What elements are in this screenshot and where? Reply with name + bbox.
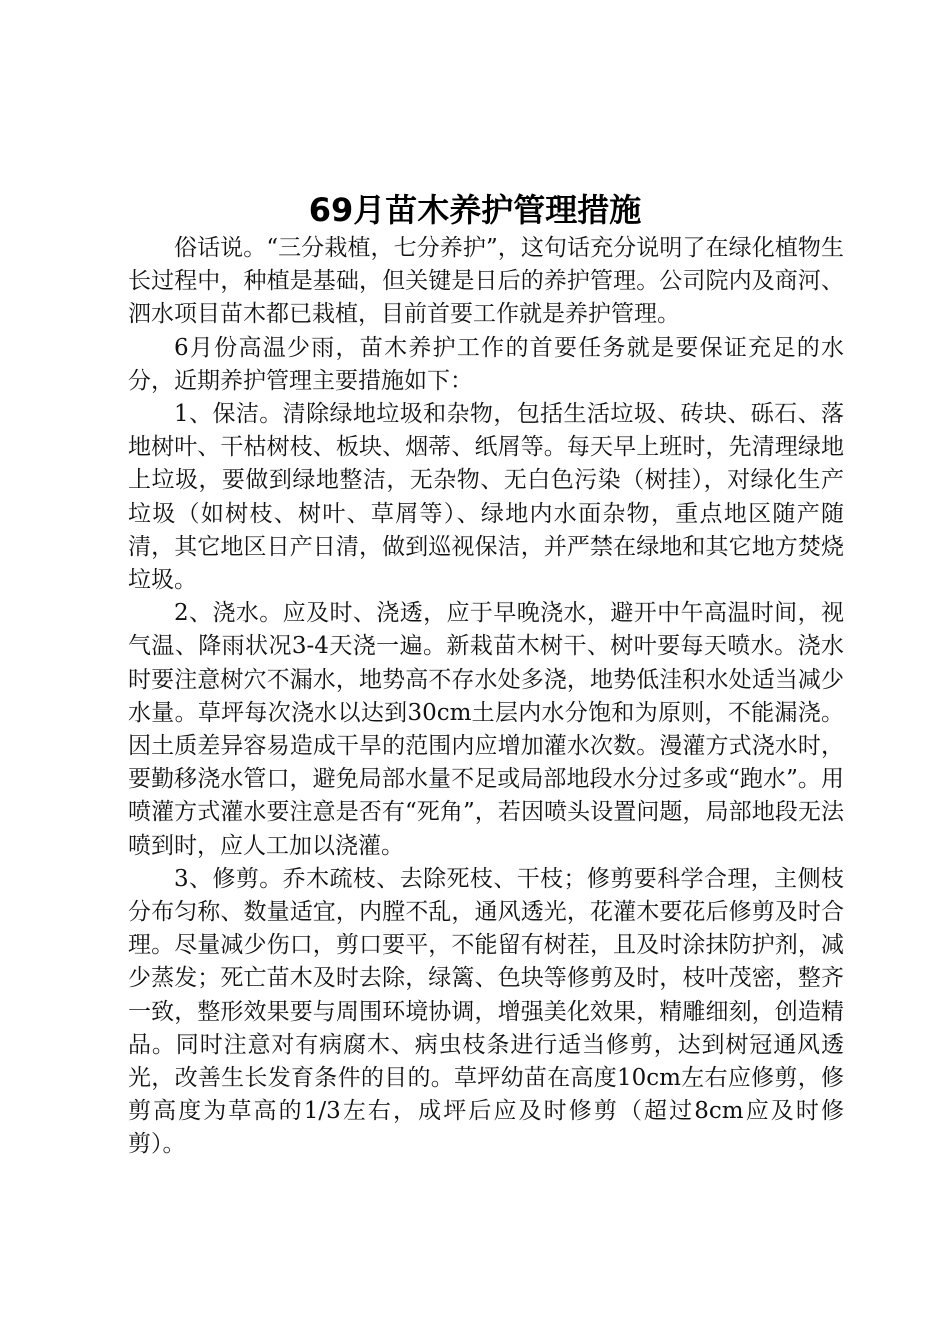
paragraph-june-overview: 6月份高温少雨，苗木养护工作的首要任务就是要保证充足的水分，近期养护管理主要措施如下： xyxy=(128,334,844,394)
paragraph-intro: 俗话说。“三分栽植，七分养护”，这句话充分说明了在绿化植物生长过程中，种植是基础，但关键是日后的养护管理。公司院内及商河、泗水项目苗木都已栽植，目前首要工作就是养护管理。 xyxy=(128,235,844,328)
paragraph-cleaning: 1、保洁。清除绿地垃圾和杂物，包括生活垃圾、砖块、砾石、落地树叶、干枯树枝、板块、烟蒂、纸屑等。每天早上班时，先清理绿地上垃圾，要做到绿地整洁，无杂物、无白色污染（树挂），对绿化生产垃圾（如树枝、树叶、草屑等）、绿地内水面杂物，重点地区随产随清，其它地区日产日清，做到巡视保洁，并严禁在绿地和其它地方焚烧垃圾。 xyxy=(128,401,844,594)
paragraph-watering: 2、浇水。应及时、浇透，应于早晚浇水，避开中午高温时间，视气温、降雨状况3-4天浇一遍。新栽苗木树干、树叶要每天喷水。浇水时要注意树穴不漏水，地势高不存水处多浇，地势低洼积水处适当减少水量。草坪每次浇水以达到30cm土层内水分饱和为原则，不能漏浇。因土质差异容易造成干旱的范围内应增加灌水次数。漫灌方式浇水时，要勤移浇水管口，避免局部水量不足或局部地段水分过多或“跑水”。用喷灌方式灌水要注意是否有“死角”，若因喷头设置问题，局部地段无法喷到时，应人工加以浇灌。 xyxy=(128,600,844,859)
document-body xyxy=(128,232,844,1162)
paragraph-pruning: 3、修剪。乔木疏枝、去除死枝、干枝；修剪要科学合理，主侧枝分布匀称、数量适宜，内膛不乱，通风透光，花灌木要花后修剪及时合理。尽量减少伤口，剪口要平，不能留有树茬，且及时涂抹防护剂，减少蒸发；死亡苗木及时去除，绿篱、色块等修剪及时，枝叶茂密，整齐一致，整形效果要与周围环境协调，增强美化效果，精雕细刻，创造精品。同时注意对有病腐木、病虫枝条进行适当修剪，达到树冠通风透光，改善生长发育条件的目的。草坪幼苗在高度10cm左右应修剪，修剪高度为草高的1/3左右，成坪后应及时修剪（超过8cm应及时修剪）。 xyxy=(128,865,844,1158)
document-title: 69月苗木养护管理措施 xyxy=(308,191,642,229)
